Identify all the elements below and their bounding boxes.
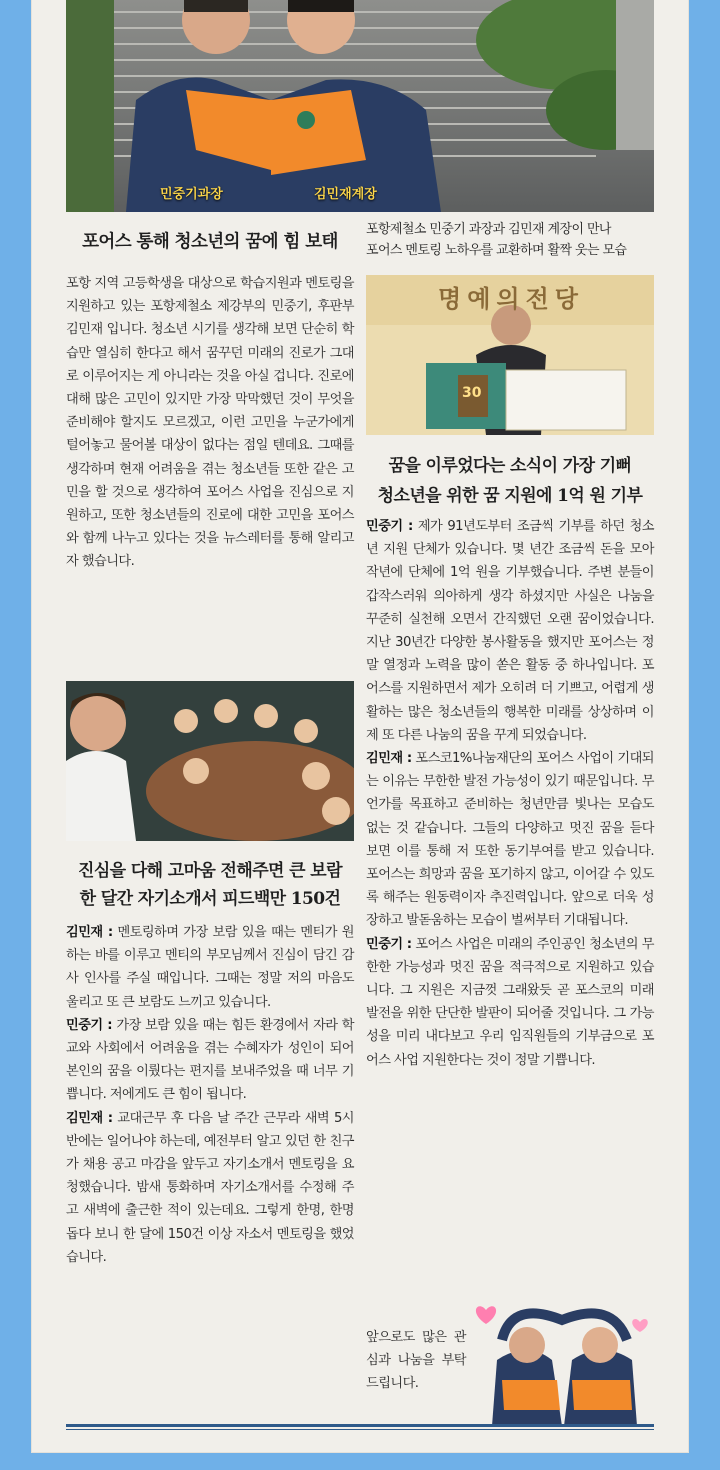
paragraph-text: 교대근무 후 다음 날 주간 근무라 새벽 5시 반에는 일어나야 하는데, 예전부터 알고 있던 한 친구가 채용 공고 마감을 앞두고 자기소개서 멘토링을 요청했습니다. 밤새 통화하며 자기소개서를 수정해 주고 새벽에 출근한 적이 있는데요. 그렇게 한명, 한명 돕다 보니 한 달에 150건 이상 자소서 멘토링을 했었습니다. [66,1110,354,1265]
headline: 포어스 통해 청소년의 꿈에 힘 보태 [82,232,338,252]
bottom-rule [66,1424,654,1427]
left-paragraph [66,921,354,1014]
heart-pose-illustration [472,1300,654,1426]
speaker-label: 김민재 : [66,925,113,940]
speaker-label: 김민재 : [66,1110,113,1126]
photo-name-right: 김민재계장 [314,187,377,202]
intro-paragraph [66,272,354,574]
mentoring-illustration [66,681,354,841]
top-photo [66,0,654,212]
speaker-label: 김민재 : [366,751,412,767]
right-paragraph [366,515,654,747]
left-paragraph [66,1107,354,1269]
speaker-label: 민중기 : [366,936,412,952]
paragraph-text: 포어스 사업은 미래의 주인공인 청소년의 무한한 가능성과 멋진 꿈을 적극적으로 지원하고 있습니다. 그 지원은 지금껏 그래왔듯 곧 포스코의 미래 발전을 위한 단단한 발판이 되어줄 것입니다. 그 가능성을 미리 내다보고 우리 임직원들의 기부금으로 포어스 사업 지원한다는 것이 정말 기쁩니다. [366,936,654,1068]
right-paragraph [366,933,654,1072]
left-title-line-2: 한 달간 자기소개서 피드백만 150건 [79,889,341,909]
stairs-photo-illustration [66,0,654,212]
speaker-label: 민중기 : [366,519,413,534]
caption-line-2: 포어스 멘토링 노하우를 교환하며 활짝 웃는 모습 [366,243,627,258]
right-title-line-2: 청소년을 위한 꿈 지원에 1억 원 기부 [377,486,643,506]
left-paragraph [66,1014,354,1107]
caption-line-1: 포항제철소 민중기 과장과 김민재 계장이 만나 [366,222,611,237]
closing-message [366,1326,466,1396]
right-section-body [366,515,654,1072]
bottom-rule-thin [66,1429,654,1430]
left-section-body [66,921,354,1269]
right-title-line-1: 꿈을 이루었다는 소식이 가장 기뻐 [388,456,632,476]
photo-name-left: 민중기과장 [160,187,223,202]
mentoring-photo [66,681,354,841]
heart-pose-photo [472,1300,654,1426]
paragraph-text: 포스코1%나눔재단의 포어스 사업이 기대되는 이유는 무한한 발전 가능성이 있기 때문입니다. 무언가를 목표하고 준비하는 청년만큼 빛나는 모습도 없는 것 같습니다. 그들의 다양하고 멋진 꿈을 듣다 보면 이를 통해 저 또한 동기부여를 받고 있습니다. 포어스는 희망과 꿈을 포기하지 않고, 이어갈 수 있도록 해주는 원동력이자 추진력입니다. 앞으로 더욱 성장하고 발돋움하는 모습이 벌써부터 기대됩니다. [366,751,654,929]
left-title-line-1: 진심을 다해 고마움 전해주면 큰 보람 [78,861,342,881]
closing-text: 앞으로도 많은 관심과 나눔을 부탁드립니다. [366,1330,466,1392]
hall-of-fame-photo [366,275,654,435]
paragraph-text: 제가 91년도부터 조금씩 기부를 하던 청소년 지원 단체가 있습니다. 몇 년간 조금씩 돈을 모아 작년에 단체에 1억 원을 기부했습니다. 주변 분들이 갑작스러워 의아하게 생각 하셨지만 사실은 나눔을 꾸준히 실천해 오면서 간직했던 오랜 꿈이었습니다. 지난 30년간 다양한 봉사활동을 했지만 포어스는 정말 열정과 노력을 많이 쏟은 활동 중 하나입니다. 포어스를 지원하면서 제가 오히려 더 기쁘고, 어렵게 생활하는 많은 청소년들의 행복한 미래를 상상하며 이제 또 다른 나눔의 꿈을 꾸게 되었습니다. [366,519,654,743]
right-section-title [366,451,654,511]
hall-of-fame-banner: 명예의전당 [438,284,584,313]
paragraph-text: 멘토링하며 가장 보람 있을 때는 멘티가 원하는 바를 이루고 멘티의 부모님께서 진심이 담긴 감사 인사를 주실 때입니다. 그때는 정말 저의 마음도 울리고 또 큰 보람도 느끼고 있습니다. [66,925,354,1010]
speaker-label: 민중기 : [66,1017,113,1033]
left-section-title [66,857,354,913]
paragraph-text: 가장 보람 있을 때는 힘든 환경에서 자라 학교와 사회에서 어려움을 겪는 수혜자가 성인이 되어 본인의 꿈을 이뤘다는 편지를 보내주었을 때 너무 기쁩니다. 저에게도 큰 힘이 됩니다. [66,1017,354,1103]
intro-text: 포항 지역 고등학생을 대상으로 학습지원과 멘토링을 지원하고 있는 포항제철소 제강부의 민중기, 후판부 김민재 입니다. 청소년 시기를 생각해 보면 단순히 학습만 열심히 한다고 해서 꿈꾸던 미래의 진로가 그대로 이루어지는 게 아니라는 것을 아실 겁니다. 진로에 대해 많은 고민이 있지만 가장 막막했던 것이 무엇을 준비해야 할지도 모르겠고, 이런 고민을 누군가에게 털어놓고 물어볼 대상이 없다는 점일 텐데요. 그때를 생각하며 현재 어려움을 겪는 청소년들 또한 같은 고민을 할 것으로 생각하여 포어스 사업을 진심으로 지원하고, 또한 청소년들의 진로에 대한 고민을 포어스와 함께 나누고 있다는 것을 뉴스레터를 통해 알리고자 했습니다. [66,276,354,570]
right-paragraph [366,747,654,933]
top-photo-caption [366,219,666,261]
plaque-number: 30 [462,385,482,401]
